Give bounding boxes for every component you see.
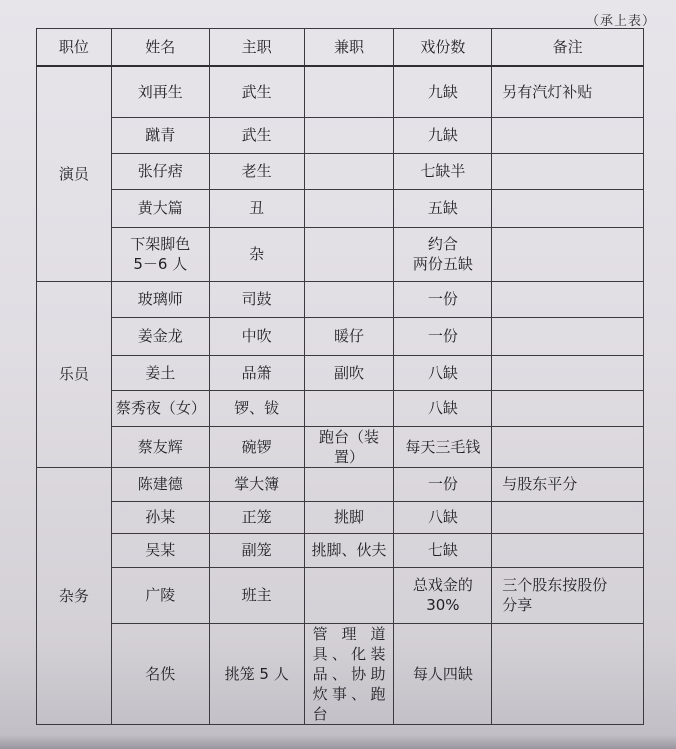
- side-role-cell: [304, 567, 394, 623]
- main-role-cell: 老生: [209, 153, 304, 189]
- name-cell: 孙某: [111, 501, 209, 533]
- share-cell: 一份: [394, 317, 492, 355]
- position-cell: 演员: [37, 66, 112, 281]
- header-share-count: 戏份数: [394, 29, 492, 67]
- main-role-cell: 班主: [209, 567, 304, 623]
- header-main-role: 主职: [209, 29, 304, 67]
- table-body: [37, 66, 644, 724]
- remark-cell: [492, 390, 644, 426]
- side-role-cell: [304, 390, 394, 426]
- table-row: [37, 317, 644, 355]
- share-cell: 九缺: [394, 117, 492, 153]
- main-role-cell: 挑笼 5 人: [209, 623, 304, 724]
- share-cell: 八缺: [394, 355, 492, 390]
- name-cell: 姜金龙: [111, 317, 209, 355]
- remark-cell: [492, 281, 644, 317]
- header-name: 姓名: [111, 29, 209, 67]
- table-row: [37, 501, 644, 533]
- side-role-cell: 跑台（装置）: [304, 426, 394, 467]
- remark-cell: [492, 153, 644, 189]
- name-cell: 姜土: [111, 355, 209, 390]
- name-cell: 蔡秀夜（女）: [111, 390, 209, 426]
- name-cell: 张仔痞: [111, 153, 209, 189]
- side-role-cell: 副吹: [304, 355, 394, 390]
- remark-cell: [492, 227, 644, 281]
- share-cell: 八缺: [394, 390, 492, 426]
- table-row: [37, 467, 644, 501]
- page-edge-shadow: [0, 735, 676, 749]
- side-role-cell: 挑脚: [304, 501, 394, 533]
- side-role-cell: 暖仔: [304, 317, 394, 355]
- share-cell: 每天三毛钱: [394, 426, 492, 467]
- main-role-cell: 司鼓: [209, 281, 304, 317]
- table-row: [37, 426, 644, 467]
- share-cell: 八缺: [394, 501, 492, 533]
- side-role-cell: [304, 189, 394, 227]
- share-cell: 总戏金的 30%: [394, 567, 492, 623]
- name-cell: 蔡友辉: [111, 426, 209, 467]
- main-role-cell: 杂: [209, 227, 304, 281]
- table-row: [37, 390, 644, 426]
- troupe-roster-table: [36, 28, 644, 725]
- header-position: 职位: [37, 29, 112, 67]
- main-role-cell: 中吹: [209, 317, 304, 355]
- side-role-cell: [304, 117, 394, 153]
- name-cell: 刘再生: [111, 66, 209, 117]
- remark-cell: [492, 355, 644, 390]
- table-row: [37, 623, 644, 724]
- table-row: [37, 189, 644, 227]
- table-row: [37, 281, 644, 317]
- main-role-cell: 正笼: [209, 501, 304, 533]
- remark-cell: [492, 623, 644, 724]
- table-row: [37, 227, 644, 281]
- side-role-cell: 管理道具、化装品、协助炊事、跑台: [304, 623, 394, 724]
- remark-cell: [492, 189, 644, 227]
- table-row: [37, 567, 644, 623]
- share-cell: 一份: [394, 467, 492, 501]
- main-role-cell: 碗锣: [209, 426, 304, 467]
- name-cell: 下架脚色 5－6 人: [111, 227, 209, 281]
- share-cell: 九缺: [394, 66, 492, 117]
- header-remark: 备注: [492, 29, 644, 67]
- header-row: [37, 29, 644, 67]
- main-role-cell: 武生: [209, 66, 304, 117]
- name-cell: 名佚: [111, 623, 209, 724]
- main-role-cell: 武生: [209, 117, 304, 153]
- name-cell: 玻璃师: [111, 281, 209, 317]
- main-role-cell: 副笼: [209, 533, 304, 567]
- remark-cell: 另有汽灯补贴: [492, 66, 644, 117]
- table-row: [37, 533, 644, 567]
- remark-cell: [492, 501, 644, 533]
- share-cell: 七缺: [394, 533, 492, 567]
- side-role-cell: [304, 227, 394, 281]
- name-cell: 广陵: [111, 567, 209, 623]
- table-row: [37, 153, 644, 189]
- main-role-cell: 掌大簿: [209, 467, 304, 501]
- remark-cell: [492, 533, 644, 567]
- side-role-cell: [304, 153, 394, 189]
- remark-cell: [492, 317, 644, 355]
- remark-cell: [492, 117, 644, 153]
- share-cell: 约合 两份五缺: [394, 227, 492, 281]
- remark-cell: 三个股东按股份 分享: [492, 567, 644, 623]
- side-role-cell: [304, 281, 394, 317]
- position-cell: 杂务: [37, 467, 112, 724]
- table-row: [37, 355, 644, 390]
- name-cell: 吴某: [111, 533, 209, 567]
- continued-note: （承上表）: [585, 14, 656, 29]
- share-cell: 七缺半: [394, 153, 492, 189]
- share-cell: 每人四缺: [394, 623, 492, 724]
- share-cell: 一份: [394, 281, 492, 317]
- remark-cell: [492, 426, 644, 467]
- share-cell: 五缺: [394, 189, 492, 227]
- table-row: [37, 117, 644, 153]
- name-cell: 黄大篇: [111, 189, 209, 227]
- side-role-cell: [304, 467, 394, 501]
- header-side-role: 兼职: [304, 29, 394, 67]
- main-role-cell: 锣、钹: [209, 390, 304, 426]
- side-role-cell: 挑脚、伙夫: [304, 533, 394, 567]
- remark-cell: 与股东平分: [492, 467, 644, 501]
- side-role-cell: [304, 66, 394, 117]
- table-row: [37, 66, 644, 117]
- main-role-cell: 品箫: [209, 355, 304, 390]
- name-cell: 陈建德: [111, 467, 209, 501]
- name-cell: 蹴青: [111, 117, 209, 153]
- main-role-cell: 丑: [209, 189, 304, 227]
- position-cell: 乐员: [37, 281, 112, 467]
